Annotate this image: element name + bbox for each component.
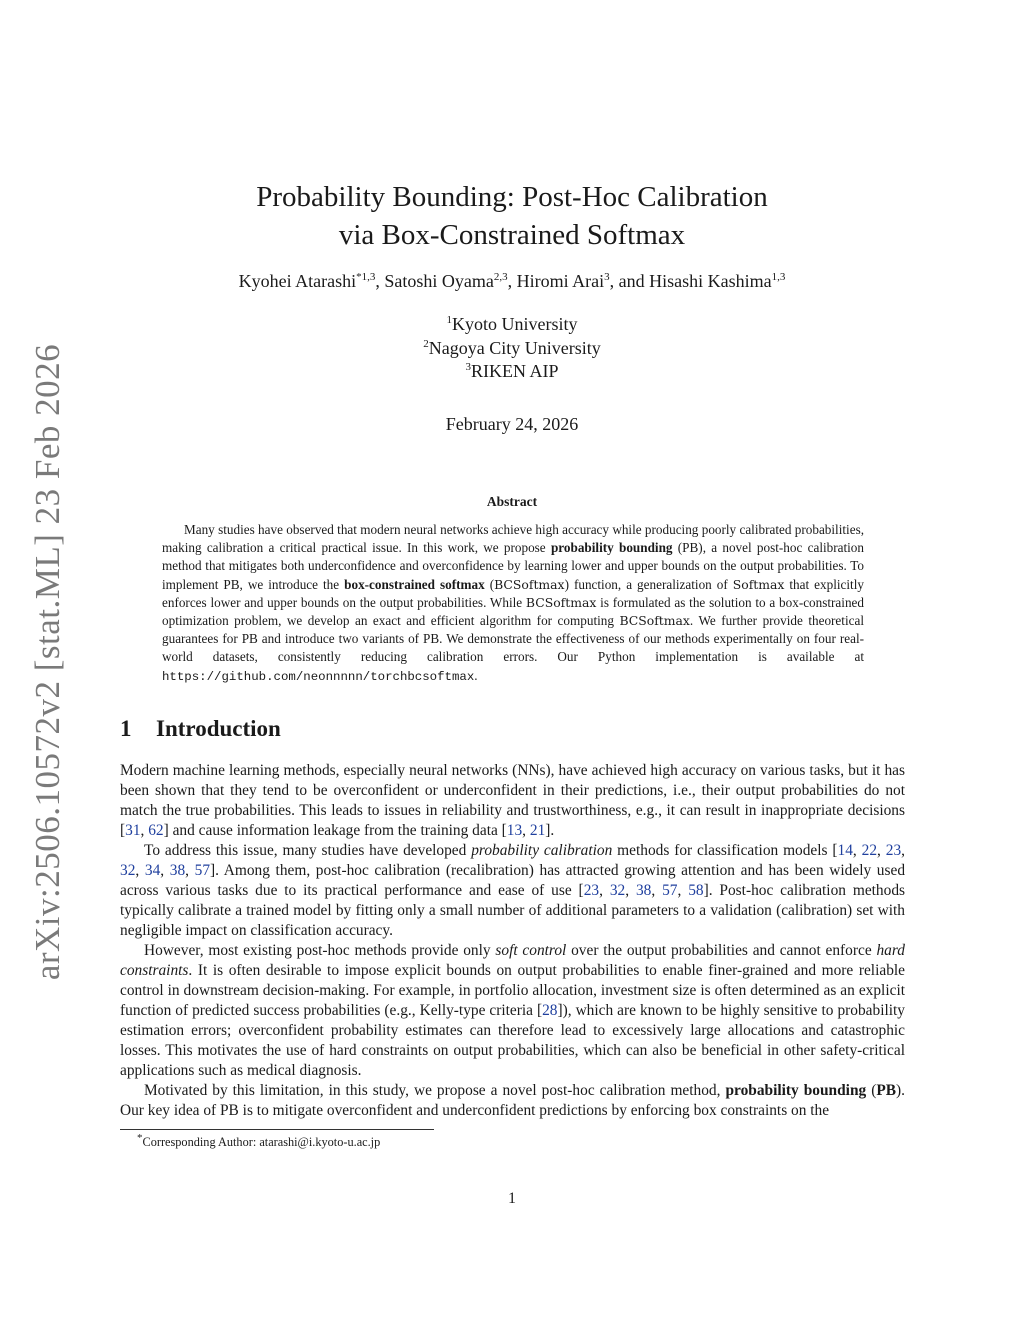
page-number: 1 [508,1190,516,1207]
author-affiliation-mark: 3 [604,271,610,283]
paper-title [0,178,1024,254]
affiliation-list [0,313,1024,384]
paragraph-text: ]. Among them, post-hoc calibration (recalibration) has attracted growing attention and has been widely used across various tasks due to its practical performance and ease of use [ [120,862,906,899]
section-title: Introduction [156,716,281,741]
affiliation-mark: 3 [465,361,471,373]
author-name: Satoshi Oyama [384,271,494,291]
italic-term: soft control [495,942,567,959]
citation-separator: , [901,842,905,859]
abstract-text: ( [484,576,495,592]
citation-separator: , [185,862,195,879]
citation-link[interactable]: 22 [861,842,878,859]
affiliation [0,313,1024,337]
publication-date: February 24, 2026 [445,414,579,434]
paragraph-text: Motivated by this limitation, in this study, we propose a novel post-hoc calibration method, [144,1082,726,1099]
citation-separator: , [852,842,862,859]
arxiv-id-text: arXiv:2506.10572v2 [stat.ML] 23 Feb 2026 [28,343,67,981]
citation-separator: , [651,882,663,899]
abstract-math-term: BCSoftmax [494,576,565,592]
paragraph-text: However, most existing post-hoc methods provide only [144,942,496,959]
introduction-body [120,761,905,1121]
citation-link[interactable]: 32 [609,882,626,899]
paragraph-text: over the output probabilities and cannot enforce [566,942,877,959]
citation-link[interactable]: 34 [144,862,161,879]
footnote-divider [120,1129,434,1130]
paragraph [120,941,905,1081]
citation-link[interactable]: 38 [635,882,652,899]
abstract-body [162,521,864,686]
paragraph-text: Modern machine learning methods, especially neural networks (NNs), have achieved high accuracy on various tasks, but it has been shown that they tend to be overconfident or underconfident in their predictions, i.e., their output probabilities do not match the true probabilities. This leads to issues in reliability and trustworthiness, e.g., it can result in inappropriate decisions [ [120,762,905,839]
abstract-math-term: BCSoftmax [619,613,690,629]
citation-separator: , [877,842,886,859]
affiliation-name: RIKEN AIP [470,361,559,381]
abstract-math-term: Softmax [732,576,785,592]
paragraph [120,1081,905,1121]
code-repository-link[interactable]: https://github.com/neonnnnn/torchbcsoftmax [162,669,475,684]
citation-link[interactable]: 28 [542,1002,558,1019]
author-separator: , [375,271,385,291]
affiliation [0,360,1024,384]
footnote-mark: * [137,1131,143,1144]
citation-link[interactable]: 23 [583,882,600,899]
citation-link[interactable]: 23 [885,842,902,859]
paragraph-text: . It is often desirable to impose explicit bounds on output probabilities to enable finer-grained and more reliable control in downstream decision-making. For example, in portfolio allocation, investment size is often determined as an explicit function of predicted success probabilities (e.g., Kelly-type criteria [ [120,962,905,1019]
affiliation-mark: 2 [423,337,429,350]
paragraph-text: ). Our key idea of PB is to mitigate overconfident and underconfident predictions by enforcing box constraints on the [120,1082,905,1119]
citation-separator: , [140,822,149,839]
paragraph-text: ]. Post-hoc calibration methods typically calibrate a trained model by fitting only a small number of additional parameters to a validation (calibration) set with negligible impact on classification accuracy. [120,882,906,939]
abstract-text: that explicitly enforces lower and upper bounds on the output probabilities. While [162,576,864,610]
citation-link[interactable]: 57 [194,862,211,879]
citation-separator: , [599,882,610,899]
abstract-text: is formulated as the solution to a box-constrained optimization problem, we develop an exact and efficient algorithm for computing [162,594,864,629]
bold-term: PB [876,1082,896,1099]
author-name: Hisashi Kashima [649,271,772,291]
abstract-text: . [474,667,478,683]
citation-link[interactable]: 58 [688,882,704,899]
citation-link[interactable]: 13 [506,822,523,839]
italic-term: probability calibration [471,842,613,859]
citation-separator: , [625,882,636,899]
author-name: Kyohei Atarashi [238,271,357,291]
citation-link[interactable]: 62 [148,822,164,839]
affiliation-mark: 1 [446,314,452,326]
abstract-math-term: BCSoftmax [525,594,597,610]
title-line-2: via Box-Constrained Softmax [338,219,686,251]
paragraph-text: ]. [545,822,555,839]
author-affiliation-mark: 1,3 [771,271,786,283]
paragraph-text: ] and cause information leakage from the training data [ [163,822,507,839]
citation-separator: , [135,862,145,879]
abstract-heading: Abstract [486,494,538,509]
paragraph-text: methods for classification models [ [612,842,838,859]
abstract-text: ) function, a generalization of [564,576,733,592]
abstract-text: Many studies have observed that modern neural networks achieve high accuracy while producing poorly calibrated probabilities, making calibration a critical practical issue. In this work, we propose [162,522,864,556]
section-number: 1 [120,716,132,741]
citation-link[interactable]: 14 [837,842,853,859]
citation-separator: , [160,862,170,879]
citation-link[interactable]: 38 [169,862,186,879]
paragraph [120,841,905,941]
affiliation-name: Kyoto University [452,314,578,334]
author-separator: , [507,271,517,291]
author-separator: , and [609,271,650,291]
citation-link[interactable]: 21 [529,822,546,839]
abstract-text: (PB), a novel post-hoc calibration method that mitigates both underconfidence and overconfidence by learning lower and upper bounds on the output probabilities. To implement PB, we introduce the [162,540,864,592]
citation-separator: , [677,882,689,899]
italic-term: hard constraints [120,942,905,979]
footnote-text: Corresponding Author: atarashi@i.kyoto-u.ac.jp [142,1135,381,1149]
citation-link[interactable]: 32 [120,862,136,879]
author-affiliation-mark: *1,3 [356,271,376,283]
affiliation-name: Nagoya City University [428,337,601,358]
affiliation [0,337,1024,361]
abstract-text: . We further provide theoretical guarantees for PB and introduce two variants of PB. We demonstrate the effectiveness of our methods experimentally on four real-world datasets, consistently reducing calibration errors. Our Python implementation is available at [162,613,864,665]
author-list [0,271,1024,292]
paragraph-text: ( [866,1082,877,1099]
paragraph [120,761,905,841]
abstract-bold-term: probability bounding [550,540,673,556]
paragraph-text: ]), which are known to be highly sensitive to probability estimation errors; overconfident probability estimates can therefore lead to excessively large allocations and catastrophic losses. This motivates the use of hard constraints on output probabilities, which can also be beneficial in other safety-critical applications such as medical diagnosis. [120,1002,905,1079]
citation-link[interactable]: 31 [125,822,141,839]
citation-separator: , [522,822,530,839]
bold-term: probability bounding [725,1082,867,1099]
abstract-bold-term: box-constrained softmax [344,576,485,592]
author-affiliation-mark: 2,3 [493,271,508,283]
author-name: Hiromi Arai [516,271,605,291]
title-line-1: Probability Bounding: Post-Hoc Calibration [256,181,768,213]
paragraph-text: To address this issue, many studies have developed [144,842,472,859]
citation-link[interactable]: 57 [662,882,678,899]
footnote [137,1131,381,1150]
section-heading [120,716,281,742]
